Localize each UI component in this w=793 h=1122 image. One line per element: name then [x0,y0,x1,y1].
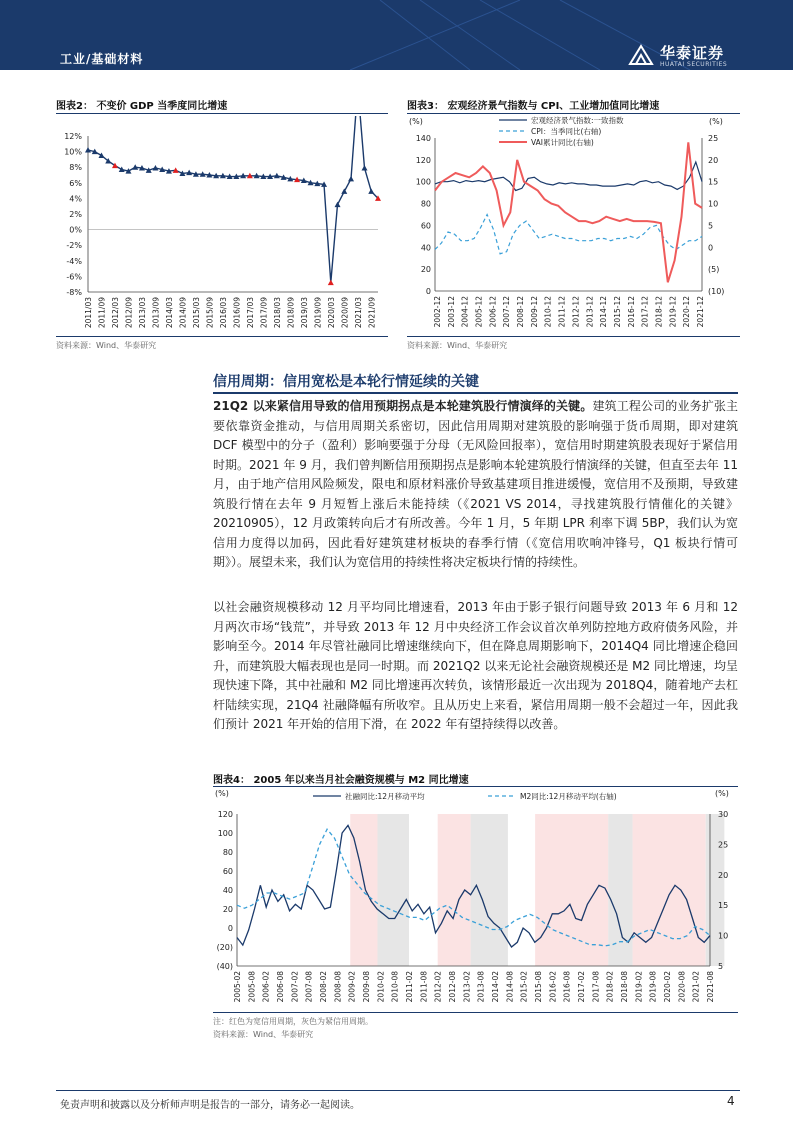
fig4-xtick-label: 2005-08 [247,971,257,1003]
fig2-xtick-label: 2017/03 [245,297,255,329]
fig3-left-tick-label: 0 [425,287,431,296]
fig4-xtick-label: 2013-08 [476,971,486,1003]
fig4-title-rule [213,786,738,787]
fig4-credit-band-tight [608,814,632,966]
fig3-xtick-label: 2018-12 [654,296,664,328]
fig3-xtick-label: 2010-12 [543,296,553,328]
fig4-left-tick-label: 120 [217,810,233,819]
fig4-xtick-label: 2010-02 [376,971,386,1003]
fig4-xtick-label: 2007-08 [304,971,314,1003]
fig4-right-tick-label: 30 [718,810,729,819]
fig3-left-tick-label: 100 [415,177,431,187]
footer-rule [56,1090,740,1091]
fig4-left-unit: (%) [215,789,229,798]
fig4-left-tick-label: 20 [222,905,233,914]
fig3-right-tick-label: 15 [708,177,719,187]
fig4-xtick-label: 2018-08 [620,971,629,1003]
fig2-ytick-label: 12% [64,132,82,141]
fig4-note: 注：红色为宽信用周期，灰色为紧信用周期。 [213,1017,373,1026]
fig4-xtick-label: 2006-02 [261,971,271,1003]
fig4-left-tick-label: 100 [217,829,233,838]
fig2-title-rule [56,113,388,114]
fig4-xtick-label: 2017-02 [577,971,586,1003]
fig3-right-tick-label: 25 [708,134,719,143]
huatai-logo-icon [628,44,654,66]
fig4-credit-band-wide [535,814,608,966]
fig3-series-line-1 [435,162,702,191]
fig2-xtick-label: 2017/09 [259,297,269,329]
fig3-xtick-label: 2013-12 [585,296,595,328]
fig4-credit-band-tight [706,814,725,966]
fig2-xtick-label: 2018/03 [272,297,282,329]
fig2-ytick-label: -6% [66,272,82,282]
fig4-xtick-label: 2010-08 [390,971,400,1003]
fig2-xtick-label: 2011/09 [97,297,107,329]
fig3-xtick-label: 2005-12 [474,296,484,328]
fig3-series-line-3 [435,142,702,282]
fig4-xtick-label: 2021-08 [706,971,715,1003]
fig2-xtick-label: 2013/03 [137,297,147,329]
fig2-data-marker [335,202,341,208]
fig4-left-tick-label: 80 [222,848,233,857]
fig4-xtick-label: 2020-02 [663,971,672,1003]
fig4-left-tick-label: 60 [222,867,233,876]
fig3-right-tick-label: (5) [708,265,720,275]
fig4-credit-band-wide [633,814,706,966]
footer-disclaimer: 免责声明和披露以及分析师声明是报告的一部分，请务必一起阅读。 [60,1100,360,1111]
fig3-xtick-label: 2004-12 [460,296,470,328]
fig2-ytick-label: 4% [69,194,82,204]
fig2-ytick-label: -2% [66,241,82,251]
fig3-left-tick-label: 60 [420,221,431,231]
paragraph-2: 以社会融资规模移动 12 月平均同比增速看，2013 年由于影子银行问题导致 2013 年 6 月和 12 月两次市场“钱荒”，并导致 2013 年 12 月中央经济工作会议首次单列防控地方政府债务风险，并影响至今。2014 年尽管社融同比增速继续向下，但在降息周期影响下，2014Q4 同比增速企稳回升，而建筑股大幅表现也是同一时期。而 2021Q2 以来无论社会融资规模还是 M2 同比增速，均呈现快速下降，其中社融和 M2 同比增速再次转负，该情形最近一次出现为 2018Q4，随着地产去杠杆陆续实现，21Q4 社融降幅有所收窄。且从历史上来看，紧信用周期一般不会超过一年，因此我们预计 2021 年开始的信用下滑，在 2022 年有望持续得以改善。 [213,600,738,731]
paragraph-1-lead: 21Q2 以来紧信用导致的信用预期拐点是本轮建筑股行情演绎的关键。 [213,399,593,413]
fig4-bottom-rule [213,1012,738,1013]
fig2-xtick-label: 2016/09 [232,297,242,329]
fig3-xtick-label: 2009-12 [529,296,539,328]
fig3-xtick-label: 2019-12 [668,296,678,328]
fig2-ytick-label: 6% [69,178,82,188]
fig2-data-marker [348,176,354,182]
fig3-left-tick-label: 40 [420,243,431,253]
fig4-xtick-label: 2012-02 [433,971,443,1003]
fig2-xtick-label: 2020/03 [326,297,336,329]
fig2-title: 图表2： 不变价 GDP 当季度同比增速 [56,101,228,112]
fig3-xtick-label: 2016-12 [626,296,636,328]
fig2-xtick-label: 2019/03 [299,297,309,329]
fig4-xtick-label: 2014-02 [491,971,500,1003]
fig4-xtick-label: 2008-02 [319,971,328,1003]
fig2-xtick-label: 2021/03 [353,297,363,329]
fig4-xtick-label: 2017-08 [591,971,601,1003]
fig4-xtick-label: 2011-08 [419,971,429,1003]
fig3-xtick-label: 2003-12 [446,296,456,328]
fig4-xtick-label: 2016-08 [562,971,572,1003]
fig4-xtick-label: 2019-02 [634,971,644,1003]
fig2-ytick-label: -4% [66,256,82,266]
fig3-left-tick-label: 140 [415,134,431,143]
fig4-right-tick-label: 15 [718,901,729,911]
fig3-xtick-label: 2014-12 [599,296,609,328]
fig3-left-tick-label: 120 [415,155,431,165]
fig3-right-tick-label: 10 [708,199,719,209]
fig4-left-tick-label: (40) [216,962,233,971]
fig2-ytick-label: 0% [69,225,82,235]
fig2-source: 资料来源：Wind、华泰研究 [56,341,157,350]
fig4-xtick-label: 2016-02 [548,971,558,1003]
fig3-xtick-label: 2002-12 [433,296,442,328]
section-title: 信用周期：信用宽松是本轮行情延续的关键 [213,374,479,390]
fig2-xtick-label: 2016/03 [218,297,228,329]
fig4-legend-label-2: M2同比:12月移动平均(右轴) [520,792,617,801]
fig3-legend-label-1: 宏观经济景气指数:一致指数 [531,116,624,125]
paragraph-1-body: 建筑工程公司的业务扩张主要依靠资金推动，与信用周期关系密切，因此信用周期对建筑股的影响强于货币周期，即对建筑 DCF 模型中的分子（盈利）影响要强于分母（无风险回报率），宽信用时期建筑股表现好于紧信用时期。2021 年 9 月，我们曾判断信用预期拐点是影响本轮建筑股行情演绎的关键，但直至去年 11 月，由于地产信用风险频发，限电和原材料涨价导致基建项目推进缓慢，宽信用不及预期，导致建筑股行情在去年 9 月短暂上涨后未能持续（《2021 VS 2014，寻找建筑股行情催化的关键》20210905），12 月政策转向后才有所改善。今年 1 月，5 年期 LPR 利率下调 5BP，我们认为宽信用力度得以加码，因此看好建筑建材板块的春季行情（《宽信用吹响冲锋号，Q1 板块行情可期》）。展望未来，我们认为宽信用的持续性将决定板块行情的持续性。 [213,399,738,569]
huatai-logo [628,42,748,70]
fig2-ytick-label: 10% [64,147,82,157]
fig4-xtick-label: 2015-02 [519,971,529,1003]
fig2-xtick-label: 2018/09 [286,297,296,329]
fig2-xtick-label: 2014/09 [178,297,188,329]
fig3-title: 图表3： 宏观经济景气指数与 CPI、工业增加值同比增速 [407,101,660,112]
fig2-data-marker [328,280,334,286]
fig4-right-tick-label: 25 [718,840,729,850]
logo-en: HUATAI SECURITIES [660,61,728,68]
fig2-xtick-label: 2020/09 [340,297,350,329]
fig4-right-tick-label: 5 [718,962,724,971]
fig2-xtick-label: 2013/09 [151,297,161,329]
fig4-xtick-label: 2020-08 [677,971,687,1003]
fig2-data-marker [152,165,158,171]
fig3-right-tick-label: (10) [708,287,725,296]
fig4-credit-band-wide [350,814,377,966]
fig2-data-marker [341,188,347,194]
fig4-title: 图表4： 2005 年以来当月社会融资规模与 M2 同比增速 [213,775,469,786]
fig4-xtick-label: 2008-08 [333,971,343,1003]
fig4-source: 资料来源：Wind、华泰研究 [213,1030,314,1039]
fig3-xtick-label: 2015-12 [612,296,622,328]
fig3-left-unit: (%) [409,117,423,126]
fig4-left-tick-label: (20) [216,943,233,952]
page-header [0,0,793,70]
fig4-credit-band-tight [471,814,508,966]
fig3-xtick-label: 2008-12 [516,296,526,328]
section-title-rule [213,392,738,394]
fig4-chart [213,788,738,1010]
fig4-legend-label-1: 社融同比:12月移动平均 [345,792,425,801]
fig3-xtick-label: 2011-12 [557,296,567,328]
fig2-xtick-label: 2019/09 [313,297,323,329]
fig4-xtick-label: 2009-02 [347,971,357,1003]
fig3-xtick-label: 2007-12 [502,296,512,328]
fig3-right-tick-label: 0 [708,243,714,253]
fig4-right-unit: (%) [715,789,729,798]
fig3-title-rule [407,113,740,114]
fig3-left-tick-label: 80 [420,199,431,209]
fig3-xtick-label: 2021-12 [696,296,705,328]
fig4-left-tick-label: 40 [222,886,233,895]
fig4-right-tick-label: 20 [718,870,729,880]
fig2-xtick-label: 2012/03 [110,297,120,329]
fig4-xtick-label: 2019-08 [648,971,658,1003]
fig4-right-tick-label: 10 [718,931,729,941]
fig4-xtick-label: 2007-02 [290,971,300,1003]
fig2-data-marker [368,188,374,194]
fig4-xtick-label: 2021-02 [691,971,701,1003]
fig2-ytick-label: -8% [66,288,82,297]
fig3-xtick-label: 2012-12 [571,296,581,328]
fig3-bottom-rule [407,336,740,337]
fig3-right-tick-label: 5 [708,221,714,231]
fig4-xtick-label: 2012-08 [448,971,457,1003]
fig4-xtick-label: 2011-02 [405,971,414,1003]
fig4-xtick-label: 2014-08 [505,971,515,1003]
fig2-ytick-label: 2% [69,210,82,219]
fig2-xtick-label: 2012/09 [124,297,134,329]
fig2-gdp-line [88,116,378,283]
fig4-xtick-label: 2006-08 [276,971,285,1003]
fig4-xtick-label: 2009-08 [362,971,371,1003]
fig3-right-tick-label: 20 [708,155,719,165]
fig2-chart [56,116,388,334]
fig2-xtick-label: 2011/03 [84,297,93,329]
fig3-xtick-label: 2020-12 [682,296,692,328]
fig3-right-unit: (%) [709,117,723,126]
fig4-xtick-label: 2005-02 [233,971,242,1003]
fig3-xtick-label: 2017-12 [640,296,650,328]
fig3-source: 资料来源：Wind、华泰研究 [407,341,508,350]
page-number: 4 [727,1094,735,1108]
paragraph-1 [213,397,738,573]
fig4-credit-band-tight [377,814,409,966]
fig2-xtick-label: 2021/09 [367,297,377,329]
fig2-data-marker [98,153,104,159]
fig2-ytick-label: 8% [69,163,82,173]
fig3-legend-label-2: CPI：当季同比(右轴) [531,127,602,136]
fig2-bottom-rule [56,336,388,337]
fig3-xtick-label: 2006-12 [488,296,498,328]
fig4-xtick-label: 2015-08 [534,971,543,1003]
fig3-legend-label-3: VAI累计同比(右轴) [531,138,594,147]
fig3-chart [407,116,740,334]
fig2-xtick-label: 2015/03 [191,297,201,329]
logo-cn: 华泰证券 [660,44,725,62]
fig2-xtick-label: 2014/03 [164,297,174,329]
fig2-xtick-label: 2015/09 [205,297,215,329]
section-tag: 工业/基础材料 [60,52,144,66]
fig2-data-marker [362,165,368,171]
fig4-xtick-label: 2018-02 [605,971,615,1003]
fig4-xtick-label: 2013-02 [462,971,472,1003]
fig4-left-tick-label: 0 [227,924,233,933]
fig3-left-tick-label: 20 [420,265,431,275]
